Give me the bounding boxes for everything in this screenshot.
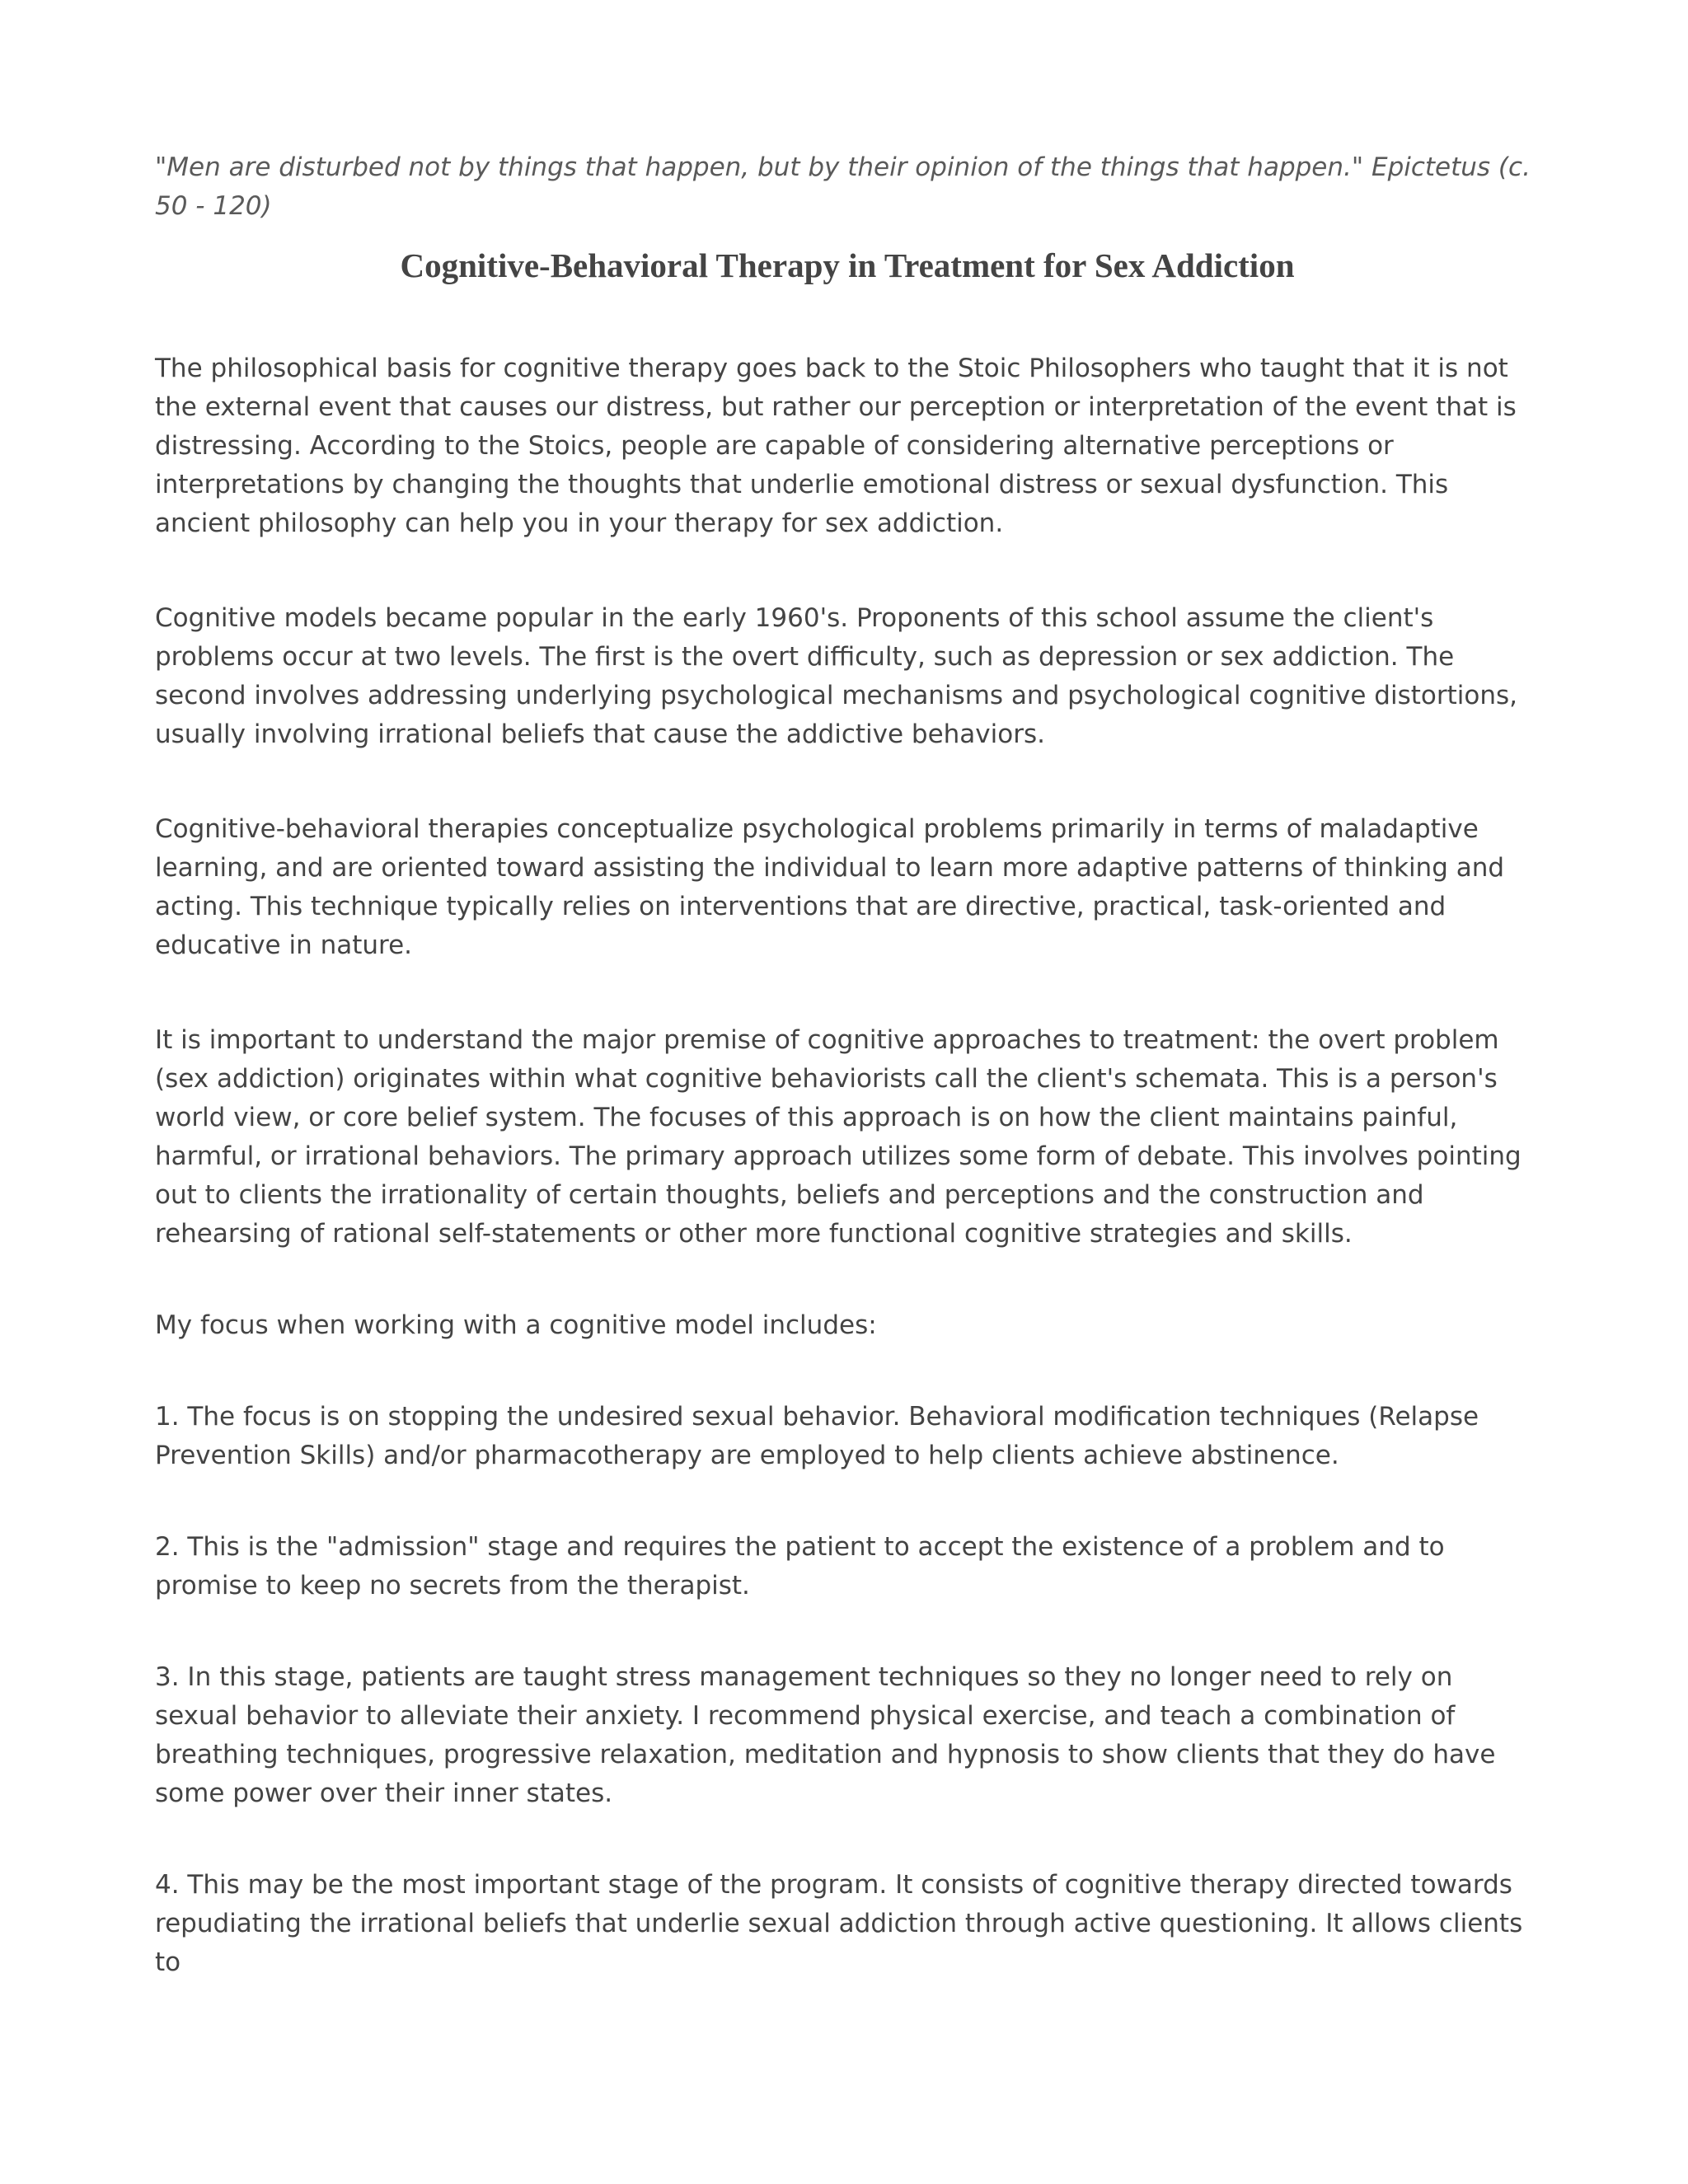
list-item-stage-3: 3. In this stage, patients are taught stress management techniques so they no longer need to rely on sexual behavior to alleviate their anxiety. I recommend physical exercise, and teach a combination of breathing techniques, progressive relaxation, meditation and hypnosis to show clients that they do have some power over their inner states. (155, 1662, 1496, 1808)
list-item-stage-1: 1. The focus is on stopping the undesired sexual behavior. Behavioral modification techniques (Relapse Prevention Skills) and/or pharmacotherapy are employed to help clients achieve abstinence. (155, 1402, 1479, 1470)
page-title: Cognitive-Behavioral Therapy in Treatment for Sex Addiction (400, 246, 1295, 284)
paragraph-major-premise: It is important to understand the major premise of cognitive approaches to treatment: the overt problem (sex addiction) originates within what cognitive behaviorists call the client's schemata. This is a person's world view, or core belief system. The focuses of this approach is on how the client maintains painful, harmful, or irrational behaviors. The primary approach utilizes some form of debate. This involves pointing out to clients the irrationality of certain thoughts, beliefs and perceptions and the construction and rehearsing of rational self-statements or other more functional cognitive strategies and skills. (155, 1025, 1522, 1249)
list-item-stage-2: 2. This is the "admission" stage and requires the patient to accept the existence of a problem and to promise to keep no secrets from the therapist. (155, 1532, 1445, 1601)
paragraph-cognitive-models: Cognitive models became popular in the early 1960's. Proponents of this school assume the client's problems occur at two levels. The first is the overt difficulty, such as depression or sex addiction. The second involves addressing underlying psychological mechanisms and psychological cognitive distortions, usually involving irrational beliefs that cause the addictive behaviors. (155, 603, 1517, 749)
paragraph-cbt-conceptualize: Cognitive-behavioral therapies conceptualize psychological problems primarily in terms of maladaptive learning, and are oriented toward assisting the individual to learn more adaptive patterns of thinking and acting. This technique typically relies on interventions that are directive, practical, task-oriented and educative in nature. (155, 814, 1505, 960)
list-item-stage-4: 4. This may be the most important stage of the program. It consists of cognitive therapy directed towards repudiating the irrational beliefs that underlie sexual addiction through active questioning. It allows clients to (155, 1870, 1523, 1977)
epigraph-quote: "Men are disturbed not by things that happen, but by their opinion of the things that happen." Epictetus (c. 50 - 120) (155, 152, 1531, 221)
paragraph-focus-intro: My focus when working with a cognitive model includes: (155, 1310, 877, 1340)
document-body (155, 148, 1540, 1982)
paragraph-stoic-basis: The philosophical basis for cognitive therapy goes back to the Stoic Philosophers who taught that it is not the external event that causes our distress, but rather our perception or interpretation of the event that is distressing. According to the Stoics, people are capable of considering alternative perceptions or interpretations by changing the thoughts that underlie emotional distress or sexual dysfunction. This ancient philosophy can help you in your therapy for sex addiction. (155, 354, 1517, 538)
